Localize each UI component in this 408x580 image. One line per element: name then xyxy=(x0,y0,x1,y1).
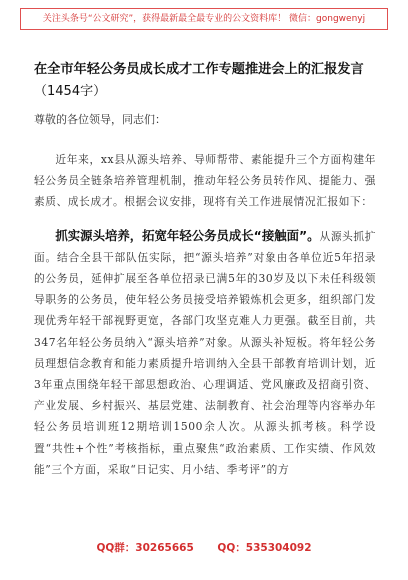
document-body xyxy=(34,149,376,480)
header-banner: 关注头条号“公文研究”，获得最新最全最专业的公文资料库！ 微信：gongwenyj xyxy=(20,8,388,30)
document-title: 在全市年轻公务员成长成才工作专题推进会上的汇报发言 xyxy=(34,62,364,77)
section-1-paragraph xyxy=(34,225,376,480)
section-1-heading: 抓实源头培养，拓宽年轻公务员成长“接触面”。 xyxy=(55,227,320,243)
intro-paragraph: 近年来，xx县从源头培养、导师帮带、素能提升三个方面构建年轻公务员全链条培养管理机制，推动年轻公务员转作风、提能力、强素质、成长成才。根据会议安排，现将有关工作进展情况汇报如下： xyxy=(34,153,376,209)
section-1-text: 从源头抓扩面。结合全县干部队伍实际，把“源头培养”对象由各单位近5年招录的公务员，延伸扩展至各单位招录已满5年的30岁及以下未任科级领导职务的公务员，使年轻公务员接受培养锻炼机会更多，组织部门发现优秀年轻干部视野更宽，各部门攻坚克难人力更强。截至目前，共347名年轻公务员纳入“源头培养”对象。从源头补短板。将年轻公务员理想信念教育和能力素质提升培训纳入全县干部教育培训计划，近3年重点围绕年轻干部思想政治、心理调适、党风廉政及招商引资、产业发展、乡村振兴、基层党建、法制教育、社会治理等内容举办年轻公务员培训班12期培训1500余人次。从源头抓考核。科学设置“共性+个性”考核指标，重点聚焦“政治素质、工作实绩、作风效能”三个方面，采取“日记实、月小结、季考评”的方 xyxy=(34,229,376,476)
footer-contact xyxy=(0,540,408,555)
footer-qq: QQ：535304092 xyxy=(217,542,312,554)
footer-qq-group: QQ群：30265665 xyxy=(96,542,194,554)
word-count: （1454字） xyxy=(34,84,107,99)
salutation: 尊敬的各位领导，同志们： xyxy=(34,113,166,126)
